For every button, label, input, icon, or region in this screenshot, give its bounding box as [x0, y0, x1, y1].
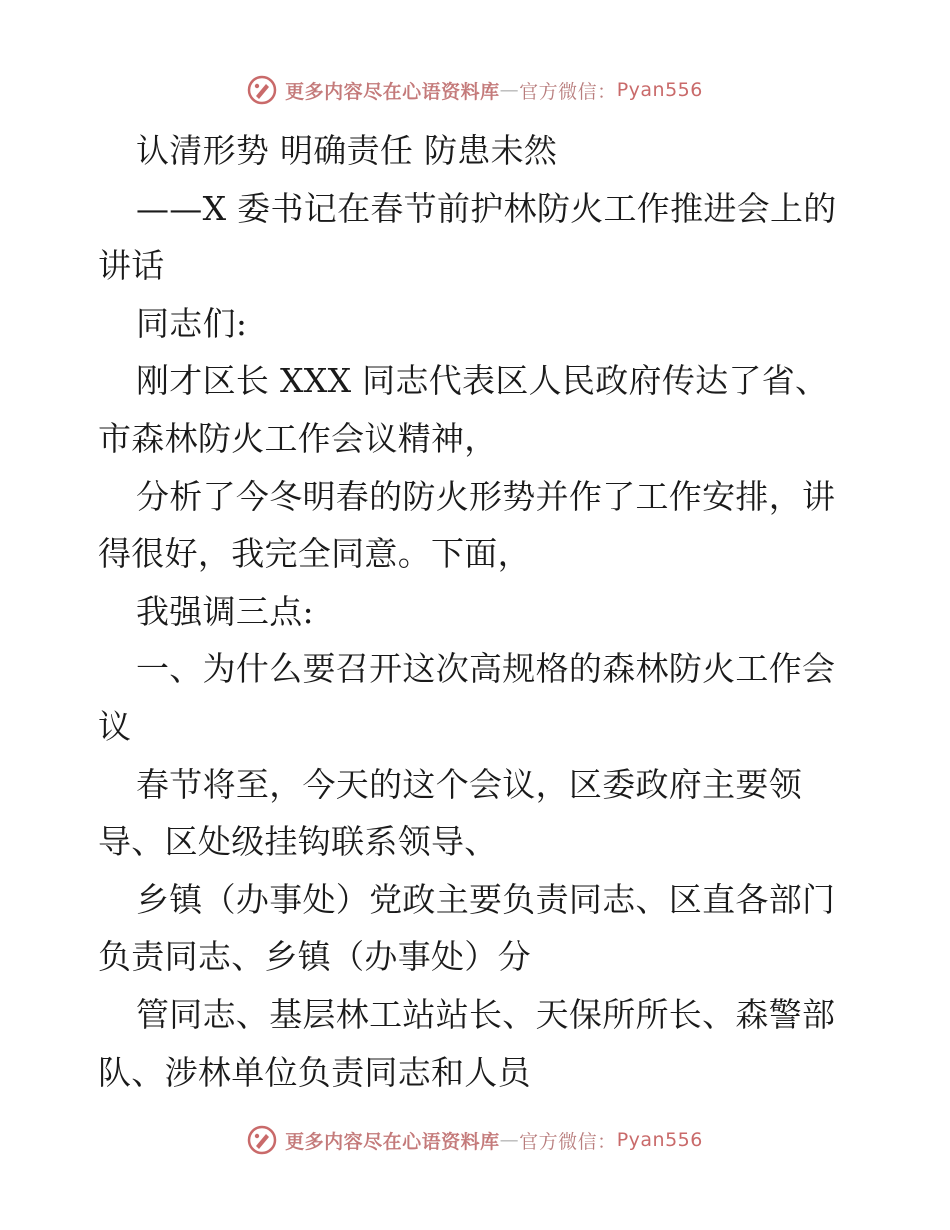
paragraph-line: 刚才区长 XXX 同志代表区人民政府传达了省、 [136, 361, 829, 401]
paragraph-line: 我强调三点: [136, 591, 314, 631]
document-body [98, 122, 858, 1101]
paragraph-line: 管同志、基层林工站站长、天保所所长、森警部 [136, 994, 836, 1034]
banner-brand-text: 更多内容尽在心语资料库 [285, 1130, 500, 1153]
paragraph-line: 乡镇（办事处）党政主要负责同志、区直各部门 [136, 879, 836, 919]
banner-wechat-label: 官方微信： [519, 80, 617, 103]
salutation: 同志们: [136, 303, 248, 343]
banner-separator: — [499, 79, 520, 101]
paragraph-line: 市森林防火工作会议精神， [98, 418, 498, 458]
paragraph-line: 队、涉林单位负责同志和人员 [98, 1052, 531, 1092]
banner-separator: — [499, 1129, 520, 1151]
paragraph-line: 负责同志、乡镇（办事处）分 [98, 937, 531, 977]
pen-logo-icon [247, 75, 277, 105]
banner-wechat-id: Pyan556 [616, 79, 703, 101]
paragraph-line: 导、区处级挂钩联系领导、 [98, 822, 498, 862]
paragraph-line: 得很好，我完全同意。下面， [98, 534, 531, 574]
document-subtitle-line-1: ——X 委书记在春节前护林防火工作推进会上的 [136, 188, 837, 228]
footer-watermark-banner [0, 1120, 950, 1160]
pen-logo-icon [247, 1125, 277, 1155]
section-heading-line-1: 一、为什么要召开这次高规格的森林防火工作会 [136, 649, 836, 689]
banner-wechat-id: Pyan556 [616, 1129, 703, 1151]
document-subtitle-line-2: 讲话 [98, 246, 165, 286]
banner-brand-text: 更多内容尽在心语资料库 [285, 80, 500, 103]
document-title: 认清形势 明确责任 防患未然 [136, 131, 558, 170]
section-heading-line-2: 议 [98, 706, 132, 746]
banner-wechat-label: 官方微信： [519, 1130, 617, 1153]
paragraph-line: 分析了今冬明春的防火形势并作了工作安排，讲 [136, 476, 836, 516]
paragraph-line: 春节将至，今天的这个会议，区委政府主要领 [136, 764, 802, 804]
header-watermark-banner [0, 70, 950, 110]
